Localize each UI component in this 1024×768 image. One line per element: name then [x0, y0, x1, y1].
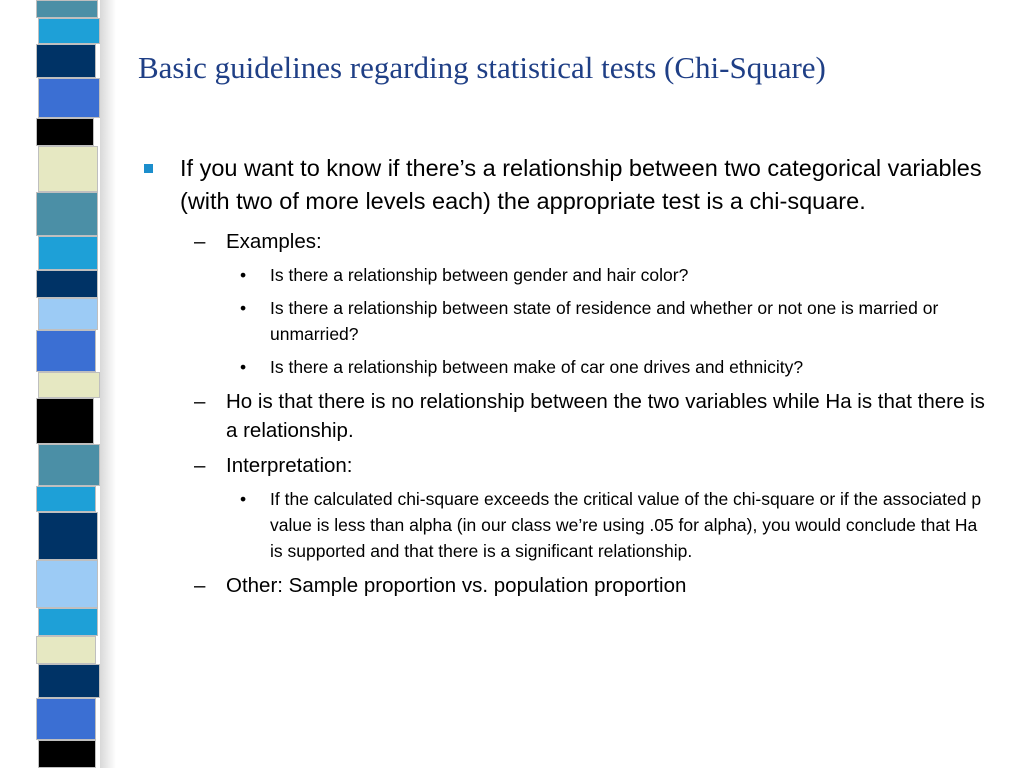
other-item	[140, 571, 990, 600]
stripe-segment	[38, 78, 100, 118]
interpretation-text: If the calculated chi-square exceeds the critical value of the chi-square or if the associated p value is less than alpha (in our class we’re using .05 for alpha), you would conclude that Ha is supported and that there is a significant relationship.	[270, 489, 982, 561]
stripe-segment	[36, 636, 96, 664]
stripe-segment	[36, 330, 96, 372]
example-item	[140, 262, 990, 288]
example-item	[140, 354, 990, 380]
other-text: Other: Sample proportion vs. population proportion	[226, 574, 687, 597]
stripe-segment	[36, 44, 96, 78]
example-item	[140, 295, 990, 347]
example-text: Is there a relationship between state of residence and whether or not one is married or unmarried?	[270, 298, 939, 344]
dash-bullet-icon: –	[194, 390, 206, 413]
stripe-segment	[38, 236, 98, 270]
dash-bullet-icon: –	[194, 230, 206, 253]
example-text: Is there a relationship between make of car one drives and ethnicity?	[270, 357, 804, 377]
main-point-text: If you want to know if there’s a relationship between two categorical variables (with two of more levels each) the appropriate test is a chi-square.	[180, 155, 982, 214]
stripe-segment	[38, 372, 100, 398]
stripe-segment	[38, 146, 98, 192]
stripe-segment	[36, 270, 98, 298]
stripe-segment	[36, 0, 98, 18]
slide-body	[140, 152, 990, 606]
square-bullet-icon	[144, 164, 153, 173]
examples-label: Examples:	[226, 230, 322, 253]
stripe-segment	[38, 740, 96, 768]
dash-bullet-icon: –	[194, 574, 206, 597]
dot-bullet-icon: •	[240, 265, 247, 285]
stripe-segment	[36, 560, 98, 608]
dot-bullet-icon: •	[240, 357, 247, 377]
stripe-segment	[36, 192, 98, 236]
hypothesis-item	[140, 387, 990, 445]
stripe-shadow	[100, 0, 116, 768]
examples-item	[140, 227, 990, 256]
stripe-segment	[38, 512, 98, 560]
dash-bullet-icon: –	[194, 454, 206, 477]
stripe-segment	[36, 698, 96, 740]
example-text: Is there a relationship between gender and hair color?	[270, 265, 689, 285]
stripe-segment	[38, 608, 98, 636]
interpretation-detail	[140, 486, 990, 564]
slide-title: Basic guidelines regarding statistical tests (Chi-Square)	[138, 50, 826, 85]
dot-bullet-icon: •	[240, 489, 247, 509]
interpretation-item	[140, 451, 990, 480]
stripe-segment	[36, 398, 94, 444]
stripe-segment	[36, 486, 96, 512]
main-point	[140, 152, 990, 218]
stripe-segment	[36, 118, 94, 146]
hypothesis-text: Ho is that there is no relationship between the two variables while Ha is that there is a relationship.	[226, 390, 985, 442]
interpretation-label: Interpretation:	[226, 454, 353, 477]
stripe-segment	[38, 444, 100, 486]
decorative-stripe-bar	[0, 0, 120, 768]
stripe-segment	[38, 298, 98, 330]
dot-bullet-icon: •	[240, 298, 247, 318]
stripe-segment	[38, 664, 100, 698]
stripe-segment	[38, 18, 100, 44]
